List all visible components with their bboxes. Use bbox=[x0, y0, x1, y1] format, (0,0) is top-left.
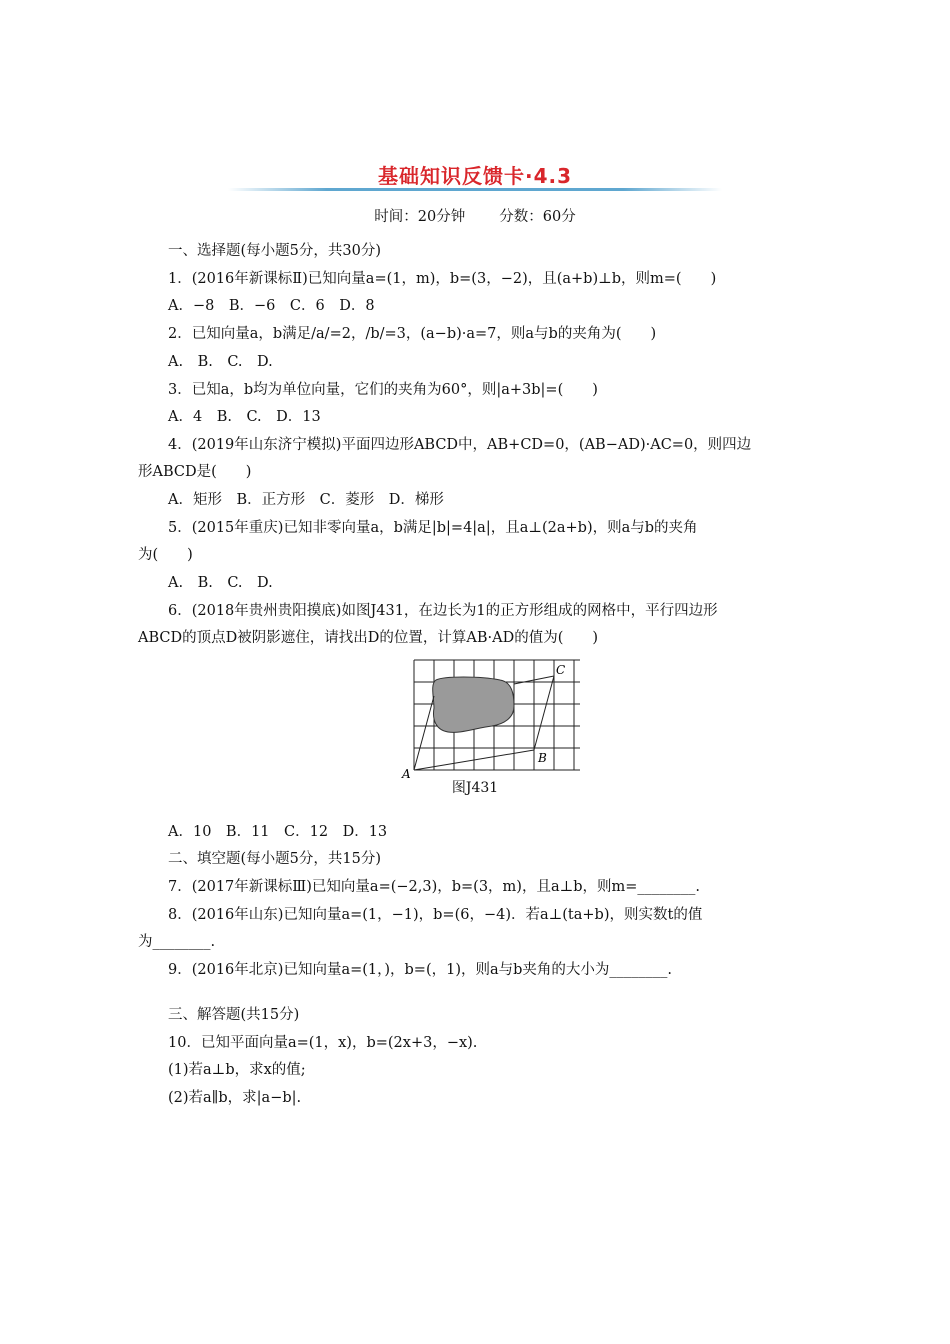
text-line: 1．(2016年新课标Ⅱ)已知向量a=(1，m)，b=(3，−2)，且(a+b)⊥b，则m=( ) bbox=[168, 271, 717, 287]
text-line: 2．已知向量a，b满足/a/=2，/b/=3，(a−b)·a=7，则a与b的夹角为( ) bbox=[168, 326, 657, 342]
text-line: A．矩形 B．正方形 C．菱形 D．梯形 bbox=[168, 492, 444, 508]
title-underline bbox=[228, 188, 722, 191]
text-line: A. B. C. D. bbox=[168, 575, 273, 591]
text-line: 三、解答题(共15分) bbox=[168, 1007, 300, 1023]
text-line: (2)若a∥b，求|a−b|. bbox=[168, 1090, 302, 1106]
grid-figure-j431 bbox=[400, 654, 580, 780]
edge-bc bbox=[534, 676, 554, 750]
text-line: A．10 B．11 C．12 D．13 bbox=[168, 824, 388, 840]
vertex-label-a: A bbox=[402, 767, 411, 780]
shaded-region bbox=[433, 677, 514, 732]
text-line: 形ABCD是( ) bbox=[138, 464, 252, 480]
text-line: A. B. C. D. bbox=[168, 354, 273, 370]
vertex-label-c: C bbox=[556, 663, 566, 677]
text-line: 7．(2017年新课标Ⅲ)已知向量a=(−2,3)，b=(3，m)，且a⊥b，则m=________. bbox=[168, 879, 701, 895]
page-title: 基础知识反馈卡·4.3 bbox=[377, 164, 573, 188]
vertex-label-b: B bbox=[538, 751, 547, 765]
total-score: 分数：60分 bbox=[499, 209, 576, 225]
figure-caption: 图J431 bbox=[451, 780, 499, 796]
exam-meta bbox=[0, 205, 950, 226]
text-line: A．−8 B．−6 C．6 D．8 bbox=[168, 298, 375, 314]
text-line: 8．(2016年山东)已知向量a=(1，−1)，b=(6，−4)．若a⊥(ta+b)，则实数t的值 bbox=[168, 907, 703, 923]
text-line: 3．已知a，b均为单位向量，它们的夹角为60°，则|a+3b|=( ) bbox=[168, 382, 598, 398]
text-line: A．4 B. C. D．13 bbox=[168, 409, 321, 425]
text-line: ABCD的顶点D被阴影遮住，请找出D的位置，计算AB·AD的值为( ) bbox=[138, 630, 599, 646]
text-line: 一、选择题(每小题5分，共30分) bbox=[168, 243, 381, 259]
text-line: 为( ) bbox=[138, 547, 193, 563]
text-line: 5．(2015年重庆)已知非零向量a，b满足|b|=4|a|，且a⊥(2a+b)，则a与b的夹角 bbox=[168, 520, 698, 536]
text-line: 6．(2018年贵州贵阳摸底)如图J431，在边长为1的正方形组成的网格中，平行四边形 bbox=[168, 603, 718, 619]
text-line: 9．(2016年北京)已知向量a=(1，)，b=(，1)，则a与b夹角的大小为________. bbox=[168, 962, 673, 978]
text-line: 10．已知平面向量a=(1，x)，b=(2x+3，−x). bbox=[168, 1035, 478, 1051]
text-line: 4．(2019年山东济宁模拟)平面四边形ABCD中，AB+CD=0，(AB−AD)·AC=0，则四边 bbox=[168, 437, 752, 453]
edge-ad bbox=[414, 696, 434, 770]
text-line: 二、填空题(每小题5分，共15分) bbox=[168, 851, 381, 867]
time-limit: 时间：20分钟 bbox=[374, 209, 466, 225]
text-line: 为________. bbox=[138, 934, 216, 950]
text-line: (1)若a⊥b，求x的值; bbox=[168, 1062, 306, 1078]
